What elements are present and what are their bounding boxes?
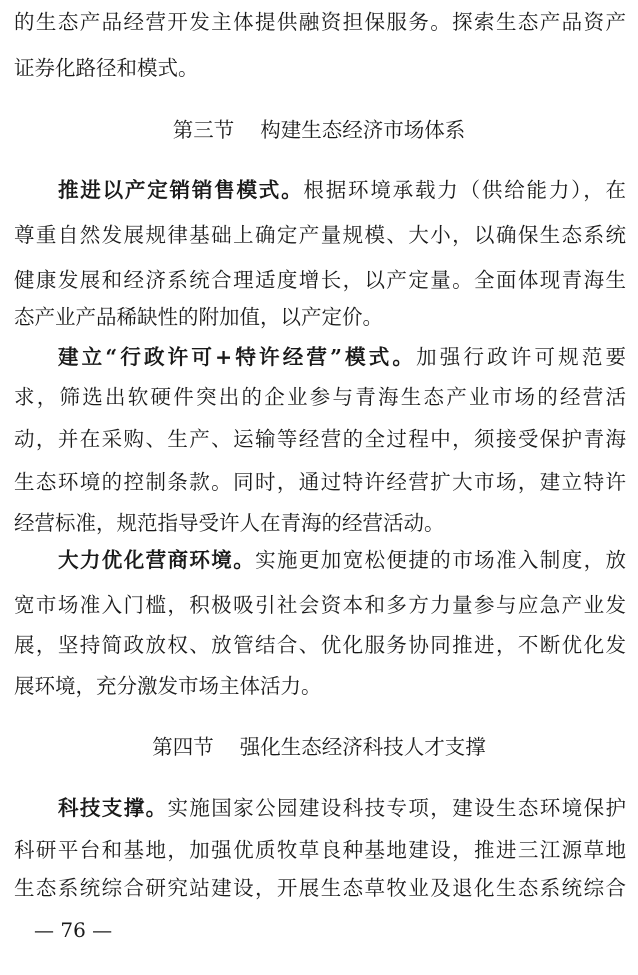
- paragraph-line: 证券化路径和模式。: [14, 56, 199, 80]
- paragraph-line: 展环境，充分激发市场主体活力。: [14, 674, 322, 698]
- paragraph-line: 宽市场准入门槛，积极吸引社会资本和多方力量参与应急产业发: [14, 593, 626, 617]
- paragraph-line: 求，筛选出软硬件突出的企业参与青海生态产业市场的经营活: [14, 385, 626, 409]
- paragraph-lead: 科技支撑。: [58, 796, 168, 820]
- section-number: 第四节: [152, 735, 214, 759]
- paragraph-lead: 建立“行政许可+特许经营”模式。: [58, 345, 417, 369]
- paragraph-text: 根据环境承载力（供给能力），在: [303, 178, 626, 202]
- paragraph-first-line: [58, 788, 626, 828]
- page-number: — 76 —: [34, 918, 113, 942]
- section-number: 第三节: [172, 118, 235, 142]
- paragraph-line: 生态环境的控制条款。同时，通过特许经营扩大市场，建立特许: [14, 470, 626, 494]
- paragraph-first-line: [58, 337, 626, 377]
- paragraph-line: 的生态产品经营开发主体提供融资担保服务。探索生态产品资产: [14, 10, 626, 34]
- paragraph-first-line: [58, 170, 626, 210]
- paragraph-text: 实施国家公园建设科技专项，建设生态环境保护: [167, 796, 626, 820]
- paragraph-line: 科研平台和基地，加强优质牧草良种基地建设，推进三江源草地: [14, 838, 626, 862]
- paragraph-text: 加强行政许可规范要: [416, 345, 626, 369]
- paragraph-line: 经营标准，规范指导受许人在青海的经营活动。: [14, 511, 445, 535]
- section-title: 构建生态经济市场体系: [260, 118, 466, 142]
- paragraph-text: 实施更加宽松便捷的市场准入制度，放: [255, 548, 626, 572]
- paragraph-line: 展，坚持简政放权、放管结合、优化服务协同推进，不断优化发: [14, 633, 626, 657]
- paragraph-line: 健康发展和经济系统合理适度增长，以产定量。全面体现青海生: [14, 268, 626, 292]
- paragraph-first-line: [58, 540, 626, 580]
- section-heading-4: [0, 727, 638, 767]
- paragraph-lead: 推进以产定销销售模式。: [58, 178, 304, 202]
- section-title: 强化生态经济科技人才支撑: [239, 735, 486, 759]
- paragraph-line: 生态系统综合研究站建设，开展生态草牧业及退化生态系统综合: [14, 876, 626, 900]
- paragraph-line: 尊重自然发展规律基础上确定产量规模、大小，以确保生态系统: [14, 223, 626, 247]
- section-heading-3: [0, 110, 638, 150]
- paragraph-line: 态产业产品稀缺性的附加值，以产定价。: [14, 305, 383, 329]
- paragraph-lead: 大力优化营商环境。: [58, 548, 256, 572]
- paragraph-line: 动，并在采购、生产、运输等经营的全过程中，须接受保护青海: [14, 427, 626, 451]
